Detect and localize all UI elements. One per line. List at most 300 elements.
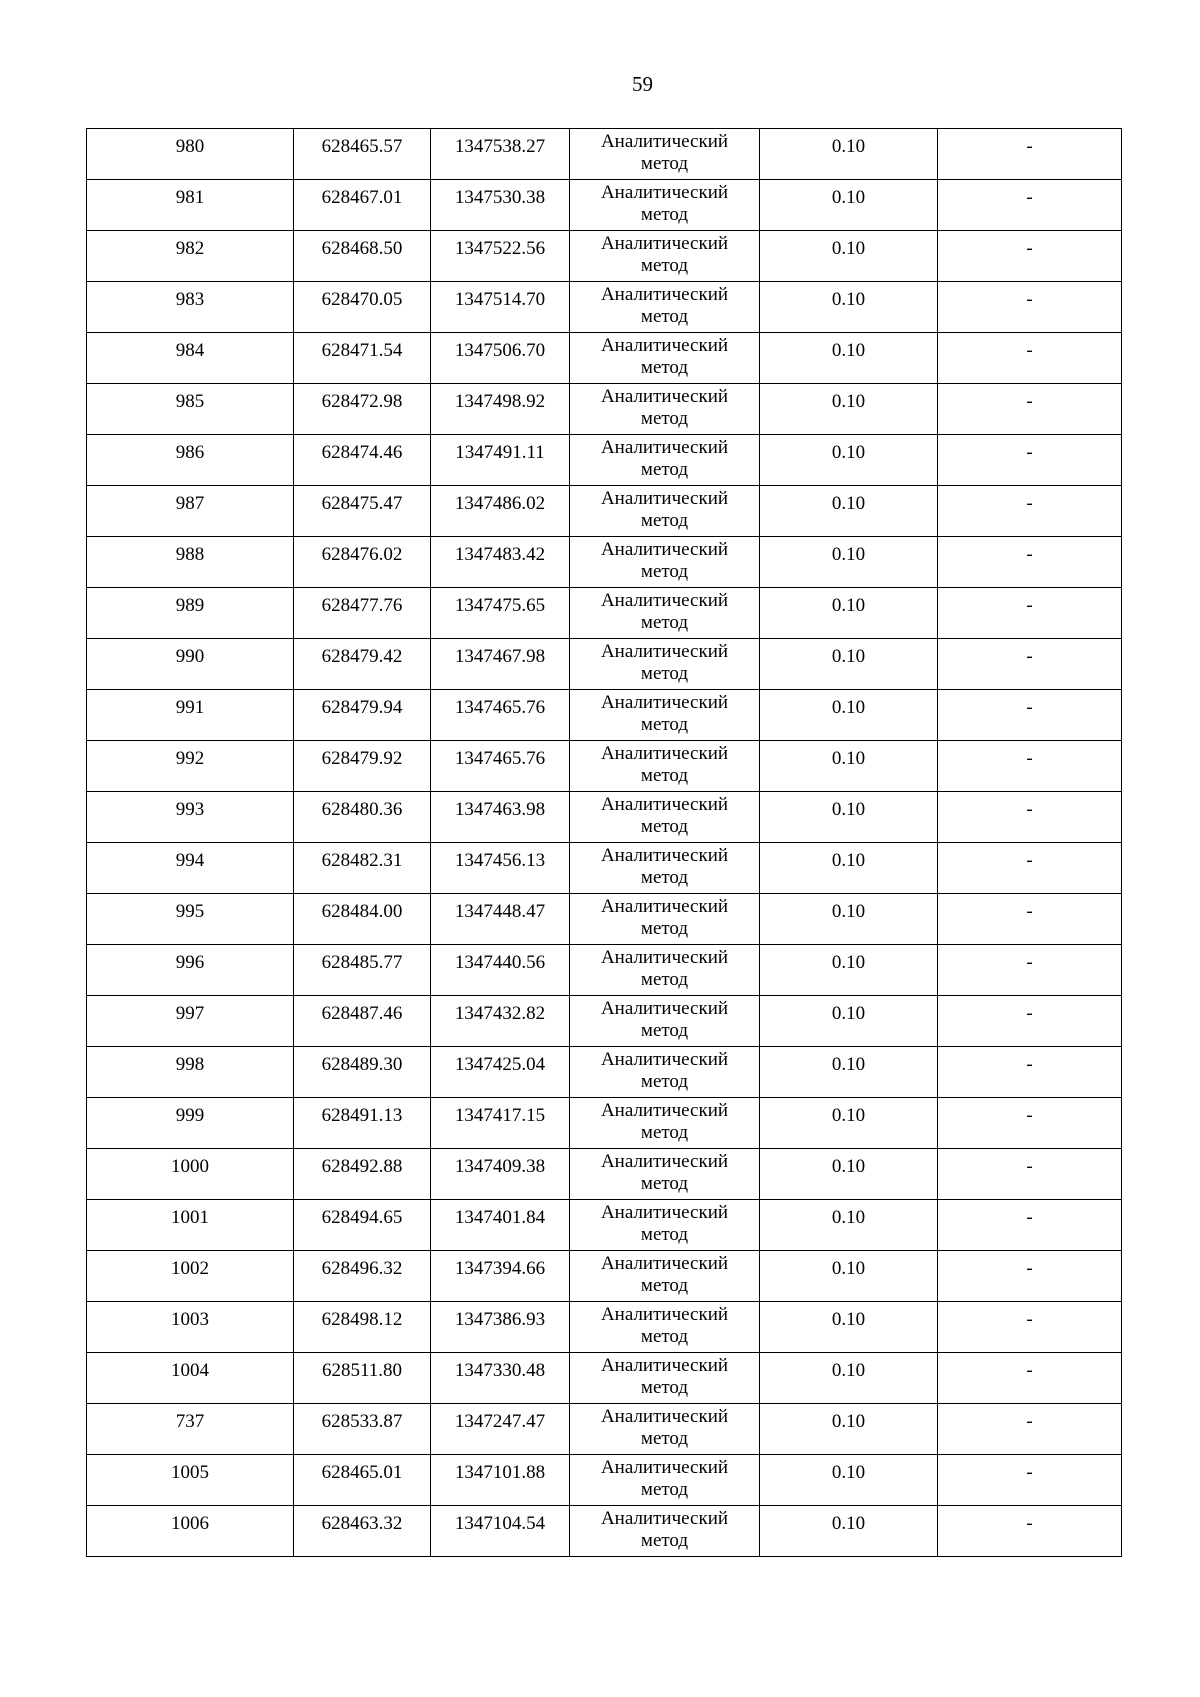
y-coordinate-cell-value: 1347483.42 (454, 544, 546, 565)
method-cell-value: Аналитический метод (600, 692, 729, 735)
point-number-cell (87, 384, 294, 435)
table-row (87, 1149, 1122, 1200)
point-number-cell-value: 986 (175, 442, 205, 463)
point-number-cell (87, 180, 294, 231)
note-cell (938, 180, 1122, 231)
note-cell (938, 894, 1122, 945)
error-cell-value: 0.10 (831, 901, 866, 922)
error-cell-value: 0.10 (831, 850, 866, 871)
note-cell (938, 231, 1122, 282)
y-coordinate-cell-value: 1347104.54 (454, 1513, 546, 1534)
y-coordinate-cell (431, 1047, 570, 1098)
error-cell-value: 0.10 (831, 1309, 866, 1330)
method-cell-value: Аналитический метод (600, 1355, 729, 1398)
x-coordinate-cell (294, 1200, 431, 1251)
y-coordinate-cell (431, 843, 570, 894)
y-coordinate-cell-value: 1347467.98 (454, 646, 546, 667)
point-number-cell-value: 985 (175, 391, 205, 412)
x-coordinate-cell (294, 996, 431, 1047)
point-number-cell (87, 1404, 294, 1455)
note-cell (938, 1047, 1122, 1098)
method-cell-value: Аналитический метод (600, 386, 729, 429)
method-cell (570, 537, 760, 588)
method-cell-value: Аналитический метод (600, 1049, 729, 1092)
note-cell (938, 1353, 1122, 1404)
note-cell-value: - (1026, 799, 1033, 820)
table-row (87, 435, 1122, 486)
x-coordinate-cell-value: 628475.47 (321, 493, 403, 514)
x-coordinate-cell (294, 894, 431, 945)
note-cell-value: - (1026, 1513, 1033, 1534)
error-cell-value: 0.10 (831, 136, 866, 157)
y-coordinate-cell (431, 486, 570, 537)
note-cell (938, 333, 1122, 384)
method-cell-value: Аналитический метод (600, 1202, 729, 1245)
method-cell-value: Аналитический метод (600, 794, 729, 837)
method-cell (570, 1251, 760, 1302)
method-cell-value: Аналитический метод (600, 1457, 729, 1500)
point-number-cell (87, 1506, 294, 1557)
point-number-cell (87, 129, 294, 180)
method-cell (570, 384, 760, 435)
point-number-cell (87, 1098, 294, 1149)
table-row (87, 537, 1122, 588)
method-cell (570, 435, 760, 486)
y-coordinate-cell-value: 1347465.76 (454, 697, 546, 718)
table-row (87, 486, 1122, 537)
error-cell (760, 1149, 938, 1200)
x-coordinate-cell-value: 628479.94 (321, 697, 403, 718)
error-cell-value: 0.10 (831, 493, 866, 514)
y-coordinate-cell (431, 894, 570, 945)
note-cell (938, 1149, 1122, 1200)
x-coordinate-cell-value: 628470.05 (321, 289, 403, 310)
error-cell (760, 1353, 938, 1404)
error-cell (760, 1251, 938, 1302)
y-coordinate-cell (431, 741, 570, 792)
method-cell-value: Аналитический метод (600, 284, 729, 327)
error-cell (760, 741, 938, 792)
point-number-cell (87, 792, 294, 843)
method-cell (570, 639, 760, 690)
point-number-cell (87, 1149, 294, 1200)
x-coordinate-cell-value: 628479.42 (321, 646, 403, 667)
error-cell-value: 0.10 (831, 1462, 866, 1483)
note-cell (938, 435, 1122, 486)
x-coordinate-cell (294, 639, 431, 690)
note-cell-value: - (1026, 1411, 1033, 1432)
method-cell (570, 945, 760, 996)
method-cell (570, 996, 760, 1047)
error-cell (760, 1404, 938, 1455)
point-number-cell-value: 995 (175, 901, 205, 922)
error-cell-value: 0.10 (831, 1156, 866, 1177)
error-cell (760, 129, 938, 180)
y-coordinate-cell (431, 1353, 570, 1404)
note-cell-value: - (1026, 1360, 1033, 1381)
error-cell (760, 1098, 938, 1149)
x-coordinate-cell (294, 1251, 431, 1302)
x-coordinate-cell (294, 843, 431, 894)
note-cell-value: - (1026, 1207, 1033, 1228)
y-coordinate-cell (431, 129, 570, 180)
error-cell (760, 690, 938, 741)
point-number-cell-value: 982 (175, 238, 205, 259)
note-cell (938, 1302, 1122, 1353)
error-cell (760, 639, 938, 690)
method-cell (570, 333, 760, 384)
method-cell (570, 1404, 760, 1455)
table-row (87, 1200, 1122, 1251)
table-row (87, 1302, 1122, 1353)
coordinates-table-body (87, 129, 1122, 1557)
point-number-cell-value: 1002 (171, 1258, 209, 1279)
error-cell-value: 0.10 (831, 1207, 866, 1228)
y-coordinate-cell-value: 1347386.93 (454, 1309, 546, 1330)
method-cell-value: Аналитический метод (600, 1151, 729, 1194)
table-row (87, 792, 1122, 843)
method-cell-value: Аналитический метод (600, 488, 729, 531)
point-number-cell-value: 998 (175, 1054, 205, 1075)
table-row (87, 282, 1122, 333)
y-coordinate-cell (431, 1302, 570, 1353)
y-coordinate-cell (431, 333, 570, 384)
method-cell-value: Аналитический метод (600, 1304, 729, 1347)
method-cell-value: Аналитический метод (600, 743, 729, 786)
note-cell-value: - (1026, 187, 1033, 208)
y-coordinate-cell (431, 639, 570, 690)
method-cell (570, 180, 760, 231)
y-coordinate-cell-value: 1347475.65 (454, 595, 546, 616)
point-number-cell (87, 435, 294, 486)
point-number-cell-value: 989 (175, 595, 205, 616)
x-coordinate-cell (294, 588, 431, 639)
note-cell-value: - (1026, 1054, 1033, 1075)
error-cell-value: 0.10 (831, 1513, 866, 1534)
error-cell (760, 1455, 938, 1506)
x-coordinate-cell-value: 628465.01 (321, 1462, 403, 1483)
x-coordinate-cell-value: 628471.54 (321, 340, 403, 361)
method-cell-value: Аналитический метод (600, 1100, 729, 1143)
y-coordinate-cell (431, 1506, 570, 1557)
note-cell-value: - (1026, 340, 1033, 361)
point-number-cell-value: 992 (175, 748, 205, 769)
error-cell (760, 996, 938, 1047)
error-cell (760, 1200, 938, 1251)
method-cell (570, 282, 760, 333)
method-cell-value: Аналитический метод (600, 437, 729, 480)
y-coordinate-cell-value: 1347247.47 (454, 1411, 546, 1432)
note-cell-value: - (1026, 1003, 1033, 1024)
x-coordinate-cell (294, 1149, 431, 1200)
method-cell (570, 1353, 760, 1404)
y-coordinate-cell-value: 1347448.47 (454, 901, 546, 922)
error-cell (760, 486, 938, 537)
note-cell-value: - (1026, 136, 1033, 157)
x-coordinate-cell-value: 628468.50 (321, 238, 403, 259)
y-coordinate-cell-value: 1347417.15 (454, 1105, 546, 1126)
note-cell-value: - (1026, 850, 1033, 871)
table-row (87, 1251, 1122, 1302)
x-coordinate-cell (294, 1047, 431, 1098)
error-cell (760, 537, 938, 588)
method-cell (570, 231, 760, 282)
x-coordinate-cell-value: 628494.65 (321, 1207, 403, 1228)
point-number-cell (87, 231, 294, 282)
point-number-cell-value: 988 (175, 544, 205, 565)
error-cell-value: 0.10 (831, 1054, 866, 1075)
method-cell-value: Аналитический метод (600, 947, 729, 990)
point-number-cell (87, 639, 294, 690)
point-number-cell (87, 1200, 294, 1251)
y-coordinate-cell-value: 1347401.84 (454, 1207, 546, 1228)
error-cell (760, 843, 938, 894)
error-cell (760, 945, 938, 996)
note-cell (938, 1098, 1122, 1149)
y-coordinate-cell (431, 1200, 570, 1251)
point-number-cell-value: 984 (175, 340, 205, 361)
point-number-cell (87, 690, 294, 741)
x-coordinate-cell-value: 628491.13 (321, 1105, 403, 1126)
y-coordinate-cell-value: 1347498.92 (454, 391, 546, 412)
point-number-cell-value: 991 (175, 697, 205, 718)
point-number-cell-value: 1006 (171, 1513, 209, 1534)
x-coordinate-cell-value: 628477.76 (321, 595, 403, 616)
point-number-cell (87, 894, 294, 945)
x-coordinate-cell-value: 628487.46 (321, 1003, 403, 1024)
note-cell-value: - (1026, 493, 1033, 514)
point-number-cell-value: 1005 (171, 1462, 209, 1483)
note-cell (938, 741, 1122, 792)
error-cell (760, 435, 938, 486)
point-number-cell-value: 1003 (171, 1309, 209, 1330)
y-coordinate-cell-value: 1347530.38 (454, 187, 546, 208)
y-coordinate-cell-value: 1347425.04 (454, 1054, 546, 1075)
method-cell (570, 1455, 760, 1506)
x-coordinate-cell-value: 628485.77 (321, 952, 403, 973)
y-coordinate-cell (431, 945, 570, 996)
method-cell-value: Аналитический метод (600, 1508, 729, 1551)
point-number-cell-value: 1004 (171, 1360, 209, 1381)
note-cell (938, 588, 1122, 639)
note-cell (938, 1455, 1122, 1506)
point-number-cell (87, 1302, 294, 1353)
method-cell (570, 1098, 760, 1149)
y-coordinate-cell-value: 1347394.66 (454, 1258, 546, 1279)
method-cell (570, 1200, 760, 1251)
y-coordinate-cell-value: 1347101.88 (454, 1462, 546, 1483)
y-coordinate-cell (431, 435, 570, 486)
method-cell-value: Аналитический метод (600, 539, 729, 582)
y-coordinate-cell-value: 1347491.11 (455, 442, 545, 463)
x-coordinate-cell-value: 628465.57 (321, 136, 403, 157)
note-cell (938, 537, 1122, 588)
x-coordinate-cell (294, 384, 431, 435)
note-cell-value: - (1026, 1258, 1033, 1279)
x-coordinate-cell (294, 231, 431, 282)
note-cell-value: - (1026, 1309, 1033, 1330)
method-cell (570, 486, 760, 537)
note-cell-value: - (1026, 901, 1033, 922)
note-cell (938, 792, 1122, 843)
y-coordinate-cell (431, 1251, 570, 1302)
y-coordinate-cell-value: 1347506.70 (454, 340, 546, 361)
x-coordinate-cell (294, 741, 431, 792)
x-coordinate-cell (294, 1302, 431, 1353)
point-number-cell (87, 282, 294, 333)
x-coordinate-cell (294, 1455, 431, 1506)
x-coordinate-cell-value: 628480.36 (321, 799, 403, 820)
x-coordinate-cell-value: 628472.98 (321, 391, 403, 412)
table-row (87, 1506, 1122, 1557)
x-coordinate-cell-value: 628463.32 (321, 1513, 403, 1534)
point-number-cell-value: 980 (175, 136, 205, 157)
method-cell (570, 690, 760, 741)
x-coordinate-cell-value: 628474.46 (321, 442, 403, 463)
note-cell (938, 282, 1122, 333)
note-cell-value: - (1026, 391, 1033, 412)
note-cell (938, 1200, 1122, 1251)
method-cell-value: Аналитический метод (600, 845, 729, 888)
table-row (87, 945, 1122, 996)
x-coordinate-cell (294, 1404, 431, 1455)
note-cell (938, 690, 1122, 741)
note-cell (938, 843, 1122, 894)
x-coordinate-cell-value: 628482.31 (321, 850, 403, 871)
table-row (87, 1098, 1122, 1149)
error-cell (760, 1047, 938, 1098)
note-cell-value: - (1026, 442, 1033, 463)
point-number-cell-value: 983 (175, 289, 205, 310)
point-number-cell-value: 990 (175, 646, 205, 667)
method-cell-value: Аналитический метод (600, 335, 729, 378)
y-coordinate-cell-value: 1347330.48 (454, 1360, 546, 1381)
y-coordinate-cell (431, 792, 570, 843)
point-number-cell (87, 843, 294, 894)
point-number-cell-value: 1001 (171, 1207, 209, 1228)
error-cell-value: 0.10 (831, 340, 866, 361)
error-cell-value: 0.10 (831, 1105, 866, 1126)
point-number-cell-value: 997 (175, 1003, 205, 1024)
table-row (87, 180, 1122, 231)
method-cell (570, 1149, 760, 1200)
point-number-cell-value: 981 (175, 187, 205, 208)
point-number-cell (87, 588, 294, 639)
method-cell-value: Аналитический метод (600, 998, 729, 1041)
note-cell (938, 486, 1122, 537)
note-cell-value: - (1026, 1156, 1033, 1177)
y-coordinate-cell-value: 1347440.56 (454, 952, 546, 973)
y-coordinate-cell (431, 180, 570, 231)
point-number-cell (87, 945, 294, 996)
method-cell-value: Аналитический метод (600, 1406, 729, 1449)
note-cell-value: - (1026, 697, 1033, 718)
point-number-cell (87, 741, 294, 792)
y-coordinate-cell-value: 1347465.76 (454, 748, 546, 769)
x-coordinate-cell-value: 628492.88 (321, 1156, 403, 1177)
method-cell (570, 894, 760, 945)
error-cell (760, 1506, 938, 1557)
y-coordinate-cell-value: 1347514.70 (454, 289, 546, 310)
note-cell-value: - (1026, 1462, 1033, 1483)
x-coordinate-cell (294, 486, 431, 537)
error-cell-value: 0.10 (831, 289, 866, 310)
x-coordinate-cell-value: 628496.32 (321, 1258, 403, 1279)
note-cell-value: - (1026, 595, 1033, 616)
table-row (87, 996, 1122, 1047)
note-cell (938, 996, 1122, 1047)
y-coordinate-cell (431, 231, 570, 282)
error-cell (760, 231, 938, 282)
y-coordinate-cell-value: 1347432.82 (454, 1003, 546, 1024)
y-coordinate-cell (431, 384, 570, 435)
error-cell-value: 0.10 (831, 1003, 866, 1024)
x-coordinate-cell-value: 628511.80 (321, 1360, 403, 1381)
note-cell (938, 384, 1122, 435)
x-coordinate-cell-value: 628484.00 (321, 901, 403, 922)
method-cell-value: Аналитический метод (600, 233, 729, 276)
y-coordinate-cell (431, 588, 570, 639)
note-cell (938, 639, 1122, 690)
error-cell-value: 0.10 (831, 1360, 866, 1381)
error-cell (760, 333, 938, 384)
error-cell-value: 0.10 (831, 238, 866, 259)
method-cell (570, 792, 760, 843)
table-row (87, 1455, 1122, 1506)
note-cell-value: - (1026, 544, 1033, 565)
error-cell (760, 180, 938, 231)
error-cell-value: 0.10 (831, 748, 866, 769)
error-cell-value: 0.10 (831, 697, 866, 718)
table-row (87, 231, 1122, 282)
x-coordinate-cell (294, 1098, 431, 1149)
method-cell-value: Аналитический метод (600, 131, 729, 174)
error-cell-value: 0.10 (831, 799, 866, 820)
point-number-cell-value: 993 (175, 799, 205, 820)
point-number-cell-value: 999 (175, 1105, 205, 1126)
table-row (87, 1047, 1122, 1098)
x-coordinate-cell-value: 628489.30 (321, 1054, 403, 1075)
note-cell-value: - (1026, 238, 1033, 259)
error-cell-value: 0.10 (831, 595, 866, 616)
method-cell (570, 1506, 760, 1557)
x-coordinate-cell (294, 333, 431, 384)
table-row (87, 1404, 1122, 1455)
y-coordinate-cell (431, 282, 570, 333)
table-row (87, 690, 1122, 741)
y-coordinate-cell (431, 1098, 570, 1149)
note-cell-value: - (1026, 646, 1033, 667)
method-cell (570, 843, 760, 894)
method-cell (570, 1302, 760, 1353)
table-row (87, 741, 1122, 792)
method-cell-value: Аналитический метод (600, 896, 729, 939)
y-coordinate-cell (431, 690, 570, 741)
method-cell (570, 129, 760, 180)
x-coordinate-cell (294, 282, 431, 333)
table-row (87, 129, 1122, 180)
method-cell (570, 741, 760, 792)
x-coordinate-cell (294, 945, 431, 996)
y-coordinate-cell (431, 537, 570, 588)
note-cell (938, 1404, 1122, 1455)
point-number-cell-value: 996 (175, 952, 205, 973)
note-cell-value: - (1026, 1105, 1033, 1126)
table-row (87, 843, 1122, 894)
table-row (87, 1353, 1122, 1404)
error-cell-value: 0.10 (831, 187, 866, 208)
table-row (87, 384, 1122, 435)
